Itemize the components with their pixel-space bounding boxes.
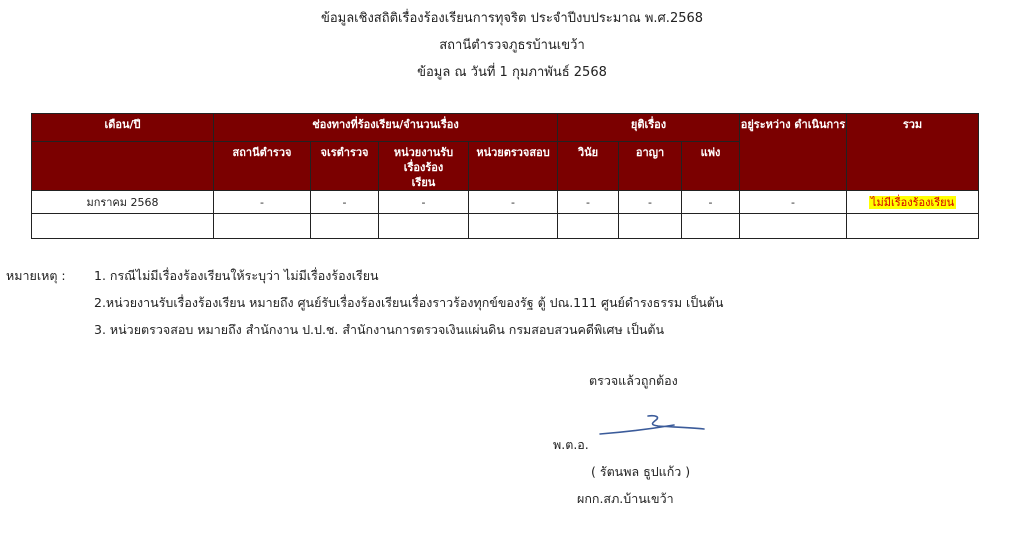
- col-criminal: อาญา: [619, 142, 682, 191]
- signer-rank: พ.ต.อ.: [553, 437, 589, 452]
- col-police-station: สถานีตำรวจ: [214, 142, 311, 191]
- cell-police-station: -: [214, 191, 311, 214]
- statistics-table: [31, 113, 979, 239]
- empty-cell: [214, 214, 311, 239]
- signer-position: ผกก.สภ.บ้านเขว้า: [577, 491, 674, 506]
- document-title: ข้อมูลเชิงสถิติเรื่องร้องเรียนการทุจริต ประจำปีงบประมาณ พ.ศ.2568: [320, 11, 704, 26]
- signer-name: ( รัตนพล ธูปแก้ว ): [591, 464, 691, 479]
- empty-cell: [32, 214, 214, 239]
- row-month: มกราคม 2568: [32, 191, 214, 214]
- cell-complaint-agency: -: [379, 191, 469, 214]
- col-month-header-spacer: [32, 142, 214, 191]
- cell-in-progress: -: [740, 191, 847, 214]
- empty-cell: [558, 214, 619, 239]
- empty-cell: [311, 214, 379, 239]
- empty-cell: [740, 214, 847, 239]
- table-row-empty: [32, 214, 979, 239]
- col-in-progress-header: [740, 114, 847, 191]
- empty-cell: [847, 214, 979, 239]
- handwritten-signature: [596, 408, 706, 438]
- no-complaints-highlight: ไม่มีเรื่องร้องเรียน: [870, 196, 955, 209]
- cell-audit-unit: -: [469, 191, 558, 214]
- cell-discipline: -: [558, 191, 619, 214]
- table-row: [32, 191, 979, 214]
- data-date: ข้อมูล ณ วันที่ 1 กุมภาพันธ์ 2568: [417, 65, 607, 80]
- cell-police-inspector: -: [311, 191, 379, 214]
- empty-cell: [379, 214, 469, 239]
- col-police-inspector: จเรตำรวจ: [311, 142, 379, 191]
- group-channels-header: ช่องทางที่ร้องเรียน/จำนวนเรื่อง: [214, 114, 558, 142]
- empty-cell: [469, 214, 558, 239]
- cell-criminal: -: [619, 191, 682, 214]
- col-month-header: เดือน/ปี: [32, 114, 214, 142]
- col-discipline: วินัย: [558, 142, 619, 191]
- verified-text: ตรวจแล้วถูกต้อง: [589, 373, 678, 388]
- col-civil: แพ่ง: [682, 142, 740, 191]
- complaint-agency-label: หน่วยงานรับ เรื่องร้องเรียน: [393, 146, 454, 189]
- in-progress-label: อยู่ระหว่าง ดำเนินการ: [740, 118, 846, 131]
- cell-total: [847, 191, 979, 214]
- group-closed-header: ยุติเรื่อง: [558, 114, 740, 142]
- note-item: 3. หน่วยตรวจสอบ หมายถึง สำนักงาน ป.ป.ช. สำนักงานการตรวจเงินแผ่นดิน กรมสอบสวนคดีพิเศษ เป็นต้น: [94, 322, 665, 337]
- note-item: 2.หน่วยงานรับเรื่องร้องเรียน หมายถึง ศูนย์รับเรื่องร้องเรียนเรื่องราวร้องทุกข์ของรัฐ ตู้ ปณ.111 ศูนย์ดำรงธรรม เป็นต้น: [94, 295, 724, 310]
- cell-civil: -: [682, 191, 740, 214]
- note-item: 1. กรณีไม่มีเรื่องร้องเรียนให้ระบุว่า ไม่มีเรื่องร้องเรียน: [94, 268, 379, 283]
- col-complaint-agency: [379, 142, 469, 191]
- empty-cell: [619, 214, 682, 239]
- col-total-header: รวม: [847, 114, 979, 191]
- notes-label: หมายเหตุ :: [6, 268, 66, 283]
- station-name: สถานีตำรวจภูธรบ้านเขว้า: [439, 38, 585, 53]
- col-audit-unit: หน่วยตรวจสอบ: [469, 142, 558, 191]
- empty-cell: [682, 214, 740, 239]
